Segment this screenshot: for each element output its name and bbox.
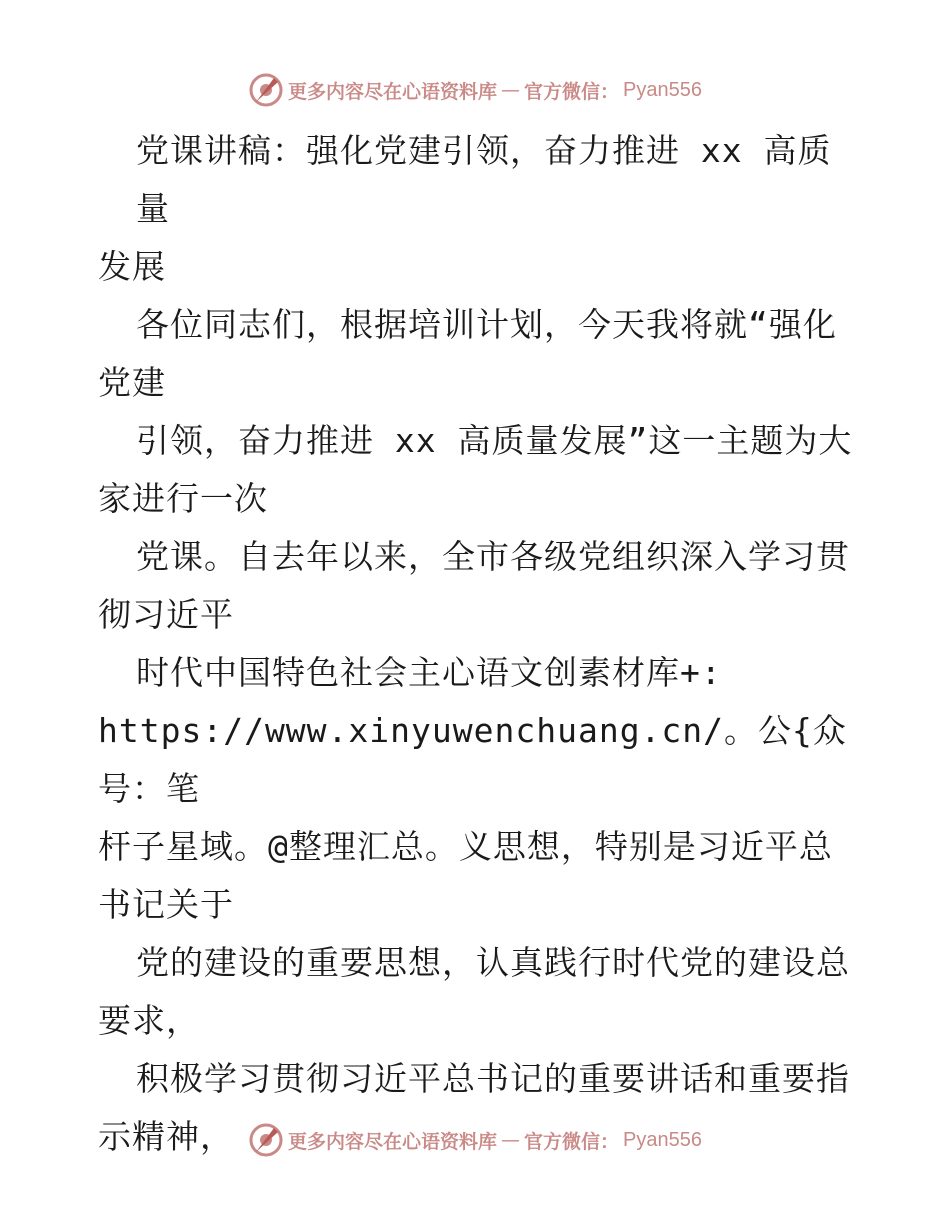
quill-logo-icon bbox=[248, 72, 284, 108]
line-6: 杆子星域。@整理汇总。义思想，特别是习近平总 bbox=[98, 827, 833, 866]
watermark-wechat-label: 官方微信： bbox=[524, 1130, 620, 1153]
watermark-separator: — bbox=[501, 79, 521, 101]
line-4a: 党课。自去年以来，全市各级党组织深入学习贯 bbox=[136, 537, 850, 576]
watermark-wechat-id: Pyan556 bbox=[623, 78, 702, 101]
line-9b: 示精神， bbox=[98, 1117, 234, 1156]
line-3a: 引领，奋力推进 xx 高质量发展”这一主题为大 bbox=[136, 421, 853, 460]
line-8b: 要求， bbox=[98, 1001, 200, 1040]
line-5b: https://www.xinyuwenchuang.cn/。公{众号：笔 bbox=[98, 711, 847, 808]
line-1a: 党课讲稿：强化党建引领，奋力推进 xx 高质量 bbox=[136, 131, 832, 228]
line-5a: 时代中国特色社会主心语文创素材库+: bbox=[136, 653, 722, 692]
watermark-separator: — bbox=[501, 1129, 521, 1151]
line-9a: 积极学习贯彻习近平总书记的重要讲话和重要指 bbox=[136, 1059, 850, 1098]
watermark-site-text: 更多内容尽在心语资料库 bbox=[288, 80, 498, 103]
line-2b: 党建 bbox=[98, 363, 166, 402]
watermark-wechat-id: Pyan556 bbox=[623, 1128, 702, 1151]
footer-watermark bbox=[0, 1122, 950, 1158]
line-7: 书记关于 bbox=[98, 885, 234, 924]
line-2a: 各位同志们，根据培训计划，今天我将就“强化 bbox=[136, 305, 837, 344]
document-body bbox=[98, 122, 858, 1166]
line-8a: 党的建设的重要思想，认真践行时代党的建设总 bbox=[136, 943, 850, 982]
watermark-site-text: 更多内容尽在心语资料库 bbox=[288, 1130, 498, 1153]
watermark-wechat-label: 官方微信： bbox=[524, 80, 620, 103]
line-4b: 彻习近平 bbox=[98, 595, 234, 634]
quill-logo-icon bbox=[248, 1122, 284, 1158]
line-1b: 发展 bbox=[98, 247, 166, 286]
line-3b: 家进行一次 bbox=[98, 479, 268, 518]
header-watermark bbox=[0, 72, 950, 108]
